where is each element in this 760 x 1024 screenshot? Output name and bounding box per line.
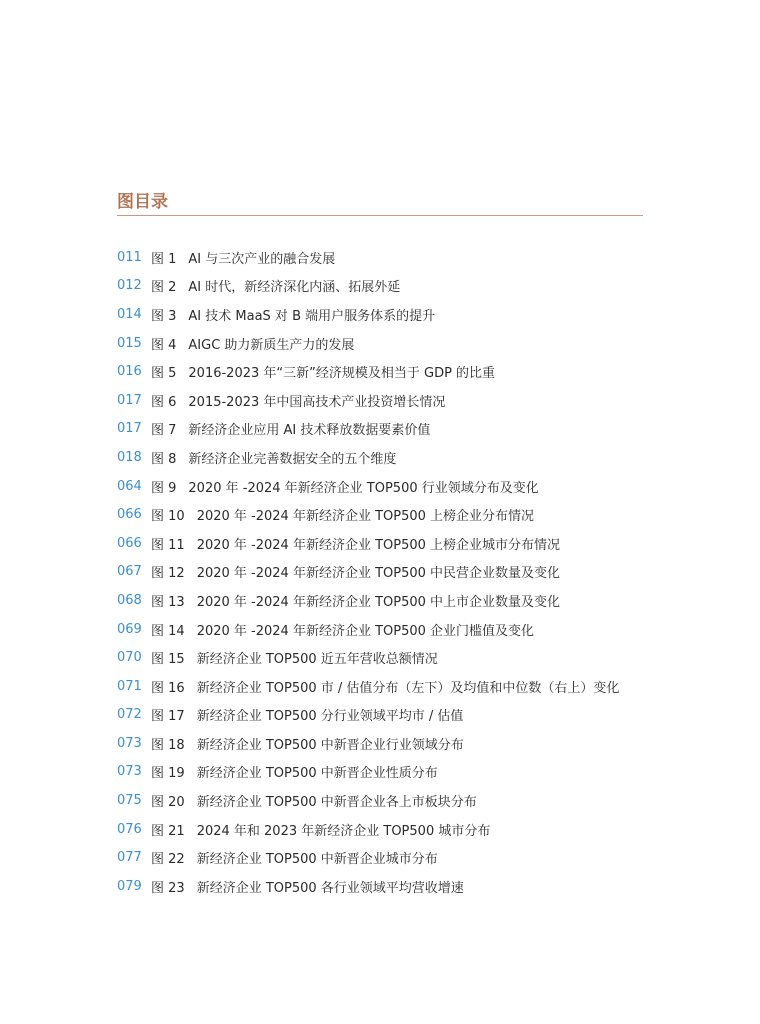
figure-title: 新经济企业 TOP500 近五年营收总额情况 — [196, 652, 438, 668]
figure-title: 2020 年 -2024 年新经济企业 TOP500 企业门槛值及变化 — [196, 623, 535, 639]
page-number-link[interactable]: 064 — [117, 478, 142, 494]
figure-label: 图 5 — [151, 366, 177, 382]
list-item[interactable] — [117, 300, 677, 329]
figure-title: AI 与三次产业的融合发展 — [188, 251, 336, 267]
figure-label: 图 13 — [151, 594, 185, 610]
figure-label: 图 8 — [151, 451, 177, 467]
page-number-link[interactable]: 070 — [117, 650, 142, 666]
figure-title: 2020 年 -2024 年新经济企业 TOP500 上榜企业分布情况 — [196, 509, 535, 525]
page-number-link[interactable]: 012 — [117, 278, 142, 294]
page-number-link[interactable]: 066 — [117, 507, 142, 523]
figure-label: 图 2 — [151, 280, 177, 296]
figure-label: 图 15 — [151, 652, 185, 668]
list-item[interactable] — [117, 529, 677, 558]
page-number-link[interactable]: 075 — [117, 793, 142, 809]
page-title: 图目录 — [117, 192, 168, 212]
figure-label: 图 10 — [151, 509, 185, 525]
list-item[interactable] — [117, 643, 677, 672]
figure-title: 新经济企业 TOP500 中新晋企业各上市板块分布 — [196, 795, 477, 811]
list-item[interactable] — [117, 815, 677, 844]
list-item[interactable] — [117, 701, 677, 730]
page-number-link[interactable]: 073 — [117, 764, 142, 780]
list-item[interactable] — [117, 329, 677, 358]
figure-label: 图 23 — [151, 880, 185, 896]
figure-title: 新经济企业完善数据安全的五个维度 — [188, 451, 397, 467]
title-divider — [117, 215, 643, 216]
list-item[interactable] — [117, 386, 677, 415]
page-number-link[interactable]: 079 — [117, 878, 142, 894]
list-item[interactable] — [117, 872, 677, 901]
list-item[interactable] — [117, 272, 677, 301]
figure-index-list — [117, 243, 677, 901]
list-item[interactable] — [117, 729, 677, 758]
page-number-link[interactable]: 069 — [117, 621, 142, 637]
figure-title: 新经济企业 TOP500 中新晋企业性质分布 — [196, 766, 438, 782]
figure-title: 新经济企业应用 AI 技术释放数据要素价值 — [188, 423, 431, 439]
figure-title: AIGC 助力新质生产力的发展 — [188, 337, 355, 353]
list-item[interactable] — [117, 615, 677, 644]
page-number-link[interactable]: 076 — [117, 821, 142, 837]
list-item[interactable] — [117, 672, 677, 701]
list-item[interactable] — [117, 758, 677, 787]
figure-title: 新经济企业 TOP500 中新晋企业城市分布 — [196, 852, 438, 868]
figure-label: 图 18 — [151, 737, 185, 753]
figure-label: 图 16 — [151, 680, 185, 696]
list-item[interactable] — [117, 472, 677, 501]
page-number-link[interactable]: 066 — [117, 535, 142, 551]
figure-title: 新经济企业 TOP500 中新晋企业行业领域分布 — [196, 737, 464, 753]
list-item[interactable] — [117, 243, 677, 272]
figure-label: 图 9 — [151, 480, 177, 496]
figure-label: 图 21 — [151, 823, 185, 839]
figure-label: 图 1 — [151, 251, 177, 267]
figure-title: 2020 年 -2024 年新经济企业 TOP500 行业领域分布及变化 — [188, 480, 539, 496]
figure-title: 新经济企业 TOP500 分行业领域平均市 / 估值 — [196, 709, 464, 725]
page-number-link[interactable]: 018 — [117, 449, 142, 465]
figure-label: 图 7 — [151, 423, 177, 439]
figure-label: 图 14 — [151, 623, 185, 639]
figure-title: 新经济企业 TOP500 市 / 估值分布（左下）及均值和中位数（右上）变化 — [196, 680, 620, 696]
page-number-link[interactable]: 077 — [117, 850, 142, 866]
figure-label: 图 3 — [151, 308, 177, 324]
figure-label: 图 4 — [151, 337, 177, 353]
page-number-link[interactable]: 067 — [117, 564, 142, 580]
figure-label: 图 12 — [151, 566, 185, 582]
page-number-link[interactable]: 014 — [117, 306, 142, 322]
page-number-link[interactable]: 017 — [117, 421, 142, 437]
figure-title: AI 时代，新经济深化内涵、拓展外延 — [188, 280, 401, 296]
figure-title: 2020 年 -2024 年新经济企业 TOP500 中民营企业数量及变化 — [196, 566, 561, 582]
figure-label: 图 6 — [151, 394, 177, 410]
list-item[interactable] — [117, 586, 677, 615]
figure-title: 2015-2023 年中国高技术产业投资增长情况 — [188, 394, 446, 410]
page-number-link[interactable]: 073 — [117, 735, 142, 751]
page-number-link[interactable]: 068 — [117, 592, 142, 608]
figure-label: 图 22 — [151, 852, 185, 868]
figure-label: 图 20 — [151, 795, 185, 811]
list-item[interactable] — [117, 843, 677, 872]
page-number-link[interactable]: 015 — [117, 335, 142, 351]
list-item[interactable] — [117, 357, 677, 386]
figure-title: 2020 年 -2024 年新经济企业 TOP500 上榜企业城市分布情况 — [196, 537, 561, 553]
list-item[interactable] — [117, 786, 677, 815]
figure-label: 图 19 — [151, 766, 185, 782]
figure-label: 图 11 — [151, 537, 185, 553]
figure-title: 2020 年 -2024 年新经济企业 TOP500 中上市企业数量及变化 — [196, 594, 561, 610]
figure-label: 图 17 — [151, 709, 185, 725]
list-item[interactable] — [117, 443, 677, 472]
list-item[interactable] — [117, 415, 677, 444]
figure-title: 2016-2023 年“三新”经济规模及相当于 GDP 的比重 — [188, 366, 496, 382]
page-number-link[interactable]: 072 — [117, 707, 142, 723]
list-item[interactable] — [117, 500, 677, 529]
page-number-link[interactable]: 011 — [117, 249, 142, 265]
page-number-link[interactable]: 016 — [117, 364, 142, 380]
page-number-link[interactable]: 071 — [117, 678, 142, 694]
figure-title: 新经济企业 TOP500 各行业领域平均营收增速 — [196, 880, 464, 896]
page-number-link[interactable]: 017 — [117, 392, 142, 408]
figure-title: 2024 年和 2023 年新经济企业 TOP500 城市分布 — [196, 823, 491, 839]
figure-title: AI 技术 MaaS 对 B 端用户服务体系的提升 — [188, 308, 436, 324]
list-item[interactable] — [117, 558, 677, 587]
